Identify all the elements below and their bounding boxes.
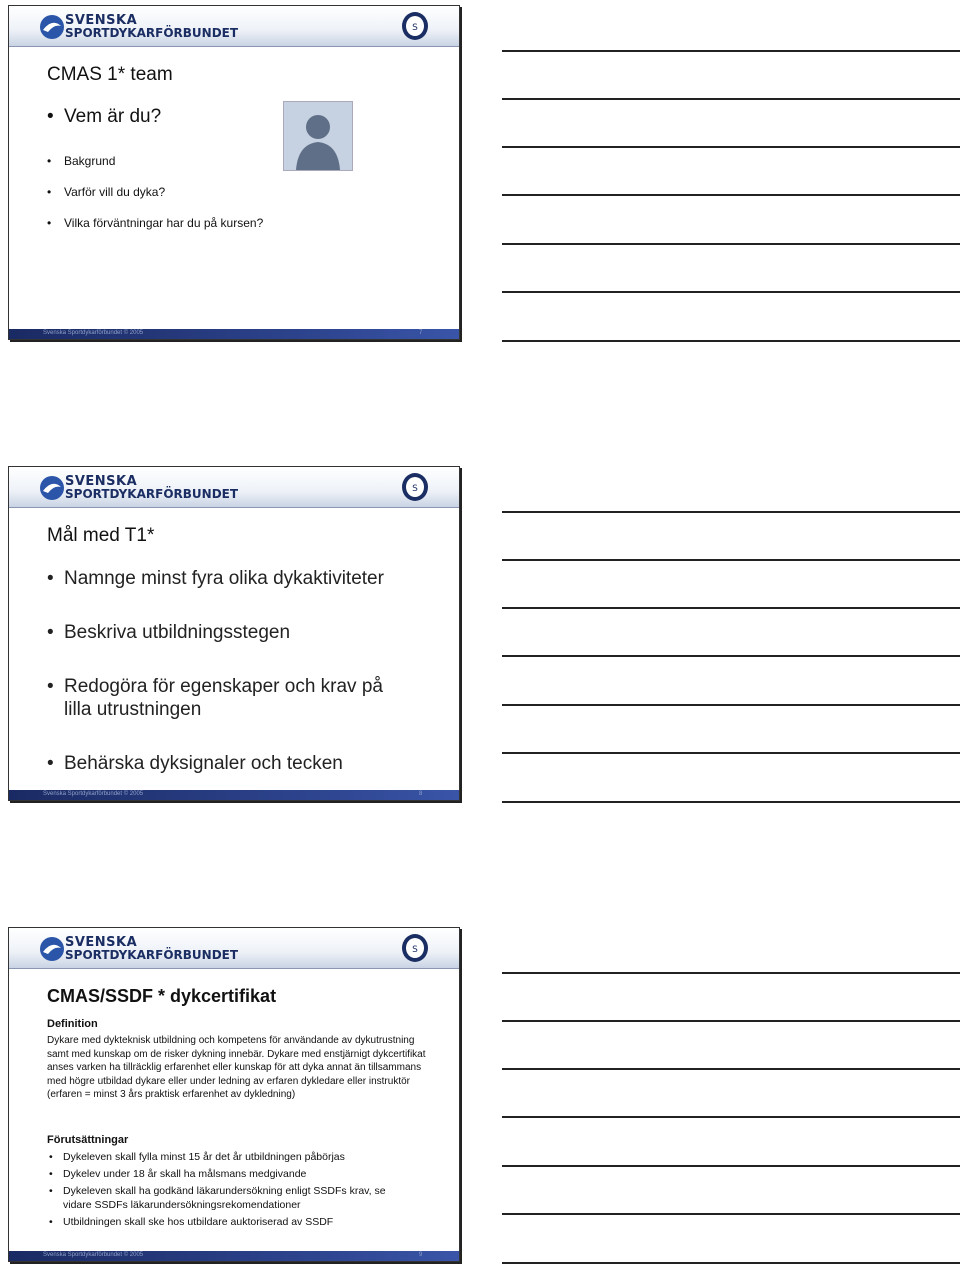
- cmas-emblem-icon: [401, 933, 429, 963]
- slide-title: CMAS/SSDF * dykcertifikat: [47, 986, 277, 1006]
- prereq-heading: Förutsättningar: [47, 1134, 129, 1146]
- list-item: [47, 621, 437, 644]
- page-number: 9: [419, 1252, 423, 1258]
- slide-3: [8, 927, 460, 1262]
- slide-footer: [9, 1251, 459, 1261]
- slide-footer: [9, 329, 459, 339]
- definition-text: Dykare med dykteknisk utbildning och kompetens för användande av dykutrustning samt med kunskap om de risker dykning innebär. Dykare med enstjärnigt dykcertifikat anses varken ha tillräcklig erfarenhet eller kunskap för att dyka annat än tillsammans med högre utbildad dykare eller under ledning av erfaren dykledare eller instruktör (erfaren = minst 3 års praktisk erfarenhet av dykledning): [47, 1035, 426, 1100]
- prereq-list: [49, 1150, 429, 1229]
- slide-2: [8, 466, 460, 801]
- logo-line-2: SPORTDYKARFÖRBUNDET: [65, 26, 239, 40]
- page-number: 8: [419, 791, 423, 797]
- note-line: [502, 291, 960, 293]
- ssdf-logo: [39, 12, 239, 42]
- footer-copyright: Svenska Sportdykarförbundet © 2005: [43, 330, 144, 336]
- note-line: [502, 50, 960, 52]
- list-item-text: Bakgrund: [64, 154, 116, 168]
- big-bullet-text: Vem är du?: [64, 106, 162, 127]
- list-item-text: Vilka förväntningar har du på kursen?: [64, 216, 264, 230]
- cmas-emblem-icon: [401, 472, 429, 502]
- slide-1: [8, 5, 460, 340]
- list-item: [49, 1167, 429, 1181]
- avatar: [283, 101, 353, 171]
- note-line: [502, 1020, 960, 1022]
- logo-line-2: SPORTDYKARFÖRBUNDET: [65, 487, 239, 501]
- list-item: [47, 185, 263, 199]
- page-number: 7: [419, 330, 423, 336]
- svg-text:S: S: [412, 23, 418, 33]
- logo-line-1: SVENSKA: [65, 935, 138, 950]
- list-item: [47, 154, 263, 168]
- list-item: [49, 1150, 429, 1164]
- person-silhouette-icon: [284, 102, 352, 170]
- svg-text:S: S: [412, 484, 418, 494]
- list-item: [47, 567, 437, 590]
- note-line: [502, 1068, 960, 1070]
- slide-title: Mål med T1*: [47, 525, 155, 546]
- svg-text:S: S: [412, 945, 418, 955]
- note-line: [502, 1116, 960, 1118]
- ssdf-logo: [39, 473, 239, 503]
- list-item-text: Utbildningen skall ske hos utbildare auktoriserad av SSDF: [63, 1216, 334, 1228]
- note-line: [502, 1213, 960, 1215]
- note-line: [502, 1165, 960, 1167]
- list-item-text: Redogöra för egenskaper och krav på lilla utrustningen: [64, 676, 383, 720]
- ssdf-logo: [39, 934, 239, 964]
- list-item-text: Behärska dyksignaler och tecken: [64, 753, 343, 774]
- list-item-text: Dykeleven skall fylla minst 15 år det år utbildningen påbörjas: [63, 1151, 345, 1163]
- footer-copyright: Svenska Sportdykarförbundet © 2005: [43, 791, 144, 797]
- list-item: [49, 1215, 429, 1229]
- diver-logo-icon: [39, 475, 65, 501]
- small-bullet-list: [47, 154, 263, 230]
- goal-list: [47, 567, 437, 783]
- note-line: [502, 972, 960, 974]
- note-line: [502, 801, 960, 803]
- slide-footer: [9, 790, 459, 800]
- list-item: [49, 1184, 413, 1212]
- note-line: [502, 752, 960, 754]
- note-line: [502, 340, 960, 342]
- note-line: [502, 511, 960, 513]
- list-item: [47, 675, 404, 721]
- logo-line-2: SPORTDYKARFÖRBUNDET: [65, 948, 239, 962]
- slide-header: [9, 6, 459, 47]
- list-item-text: Dykeleven skall ha godkänd läkarundersökning enligt SSDFs krav, se vidare SSDFs läkarundersökningsrekomendationer: [63, 1185, 386, 1211]
- list-item: [47, 216, 263, 230]
- note-line: [502, 559, 960, 561]
- logo-line-1: SVENSKA: [65, 474, 138, 489]
- big-bullet: [47, 106, 161, 128]
- cmas-emblem-icon: [401, 11, 429, 41]
- note-line: [502, 655, 960, 657]
- note-line: [502, 1262, 960, 1264]
- list-item: [47, 752, 437, 775]
- logo-line-1: SVENSKA: [65, 13, 138, 28]
- list-item-text: Beskriva utbildningsstegen: [64, 622, 291, 643]
- note-line: [502, 704, 960, 706]
- list-item-text: Dykelev under 18 år skall ha målsmans medgivande: [63, 1168, 307, 1180]
- list-item-text: Varför vill du dyka?: [64, 185, 166, 199]
- note-line: [502, 243, 960, 245]
- definition-heading: Definition: [47, 1018, 98, 1030]
- note-line: [502, 146, 960, 148]
- note-line: [502, 98, 960, 100]
- note-line: [502, 607, 960, 609]
- list-item-text: Namnge minst fyra olika dykaktiviteter: [64, 568, 384, 589]
- diver-logo-icon: [39, 14, 65, 40]
- slide-header: [9, 467, 459, 508]
- diver-logo-icon: [39, 936, 65, 962]
- footer-copyright: Svenska Sportdykarförbundet © 2005: [43, 1252, 144, 1258]
- slide-header: [9, 928, 459, 969]
- slide-title: CMAS 1* team: [47, 64, 173, 85]
- note-line: [502, 194, 960, 196]
